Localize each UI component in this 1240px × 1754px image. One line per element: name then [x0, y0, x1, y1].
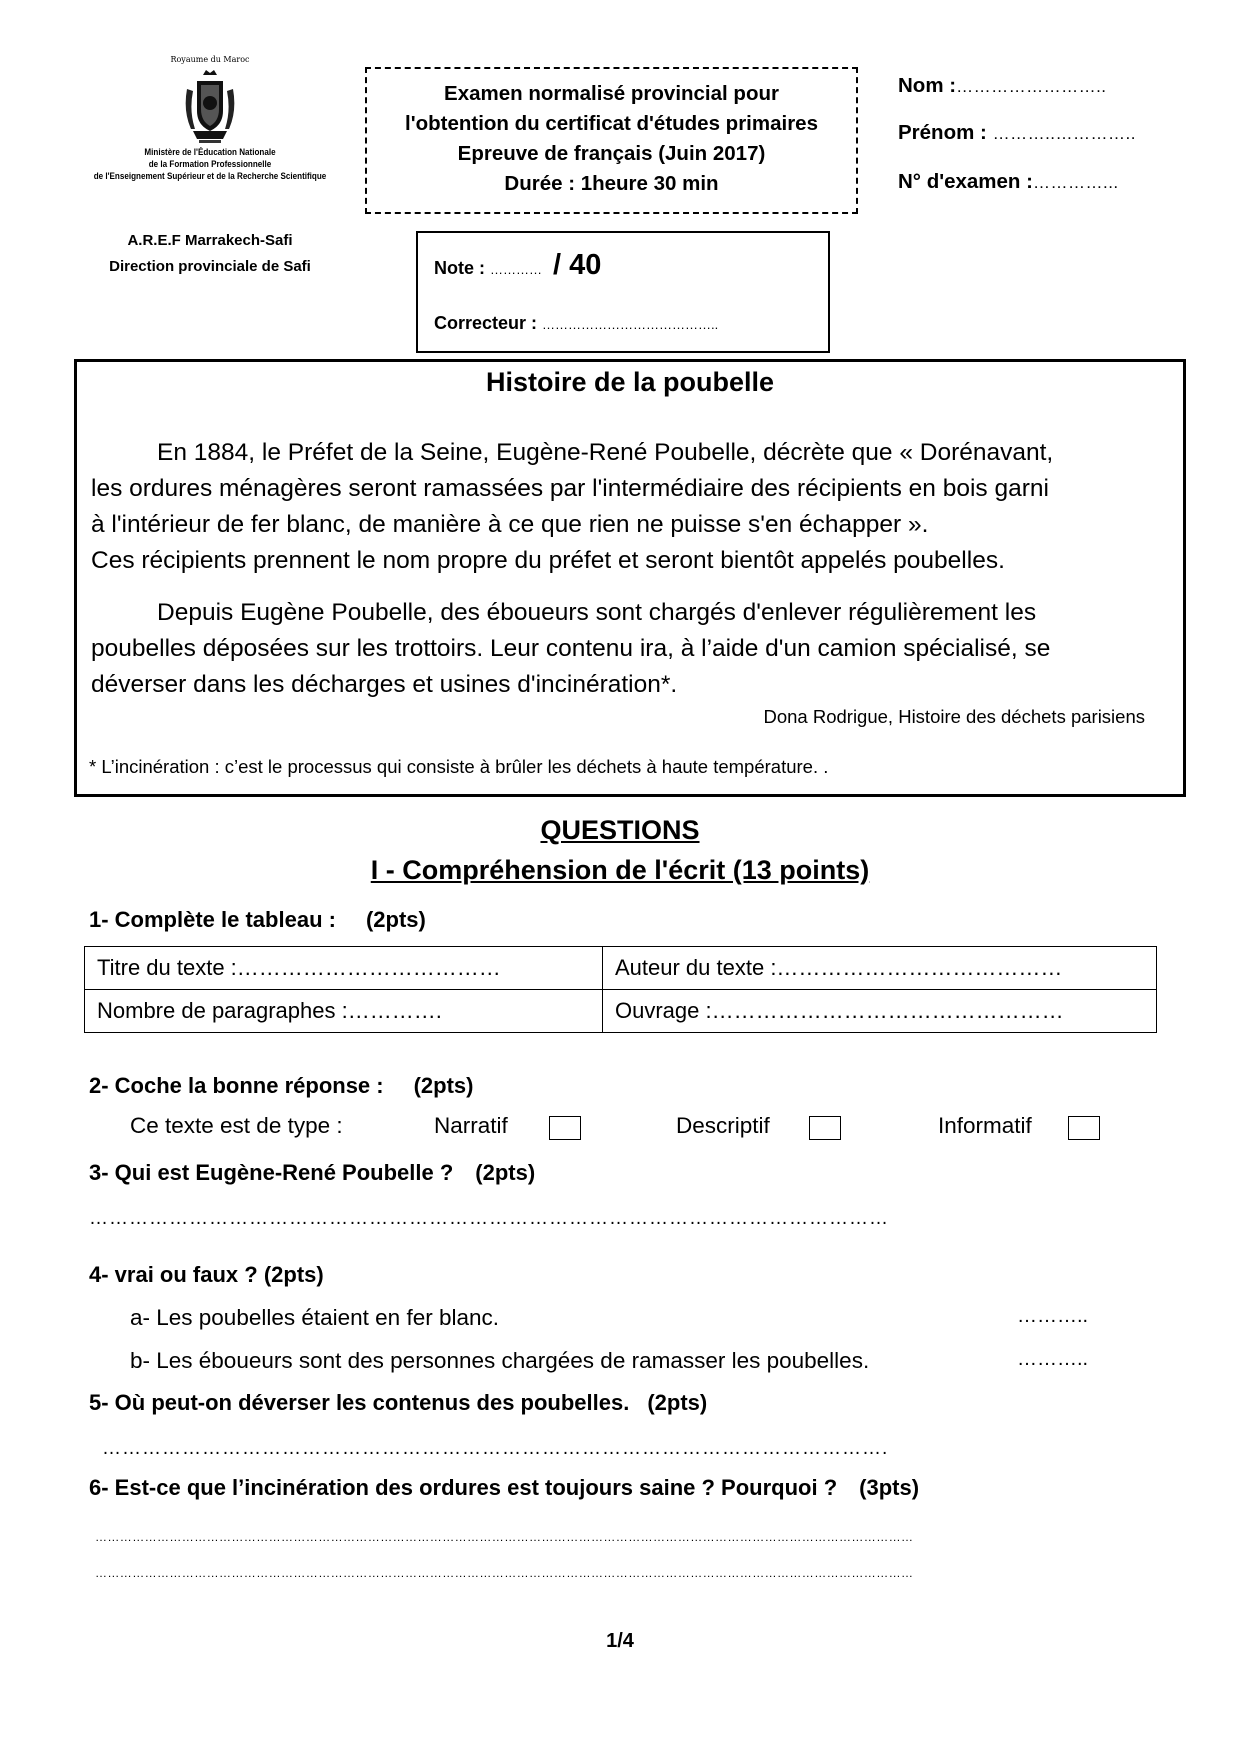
- direction-label: Direction provinciale de Safi: [109, 258, 311, 275]
- q5-points: (2pts): [647, 1390, 708, 1415]
- nom-label: Nom :: [898, 74, 957, 97]
- q6-answer-line-2[interactable]: ………………………………………………………………………………………………………………………………………………………………………………: [95, 1566, 914, 1580]
- table-cell-work[interactable]: Ouvrage :…………………………………………: [603, 990, 1157, 1033]
- question-2: [89, 1073, 474, 1099]
- table-cell-author[interactable]: Auteur du texte :…………………………………: [603, 947, 1157, 990]
- p1-line-1: En 1884, le Préfet de la Seine, Eugène-René Poubelle, décrète que « Dorénavant,: [157, 439, 1054, 466]
- q5-label: 5- Où peut-on déverser les contenus des poubelles.: [89, 1390, 630, 1415]
- aref-label: A.R.E.F Marrakech-Safi: [127, 232, 293, 249]
- q3-label: 3- Qui est Eugène-René Poubelle ?: [89, 1160, 454, 1185]
- p2-line-2: poubelles déposées sur les trottoirs. Leur contenu ira, à l’aide d'un camion spécialisé, se: [91, 635, 1051, 662]
- page-number: 1/4: [606, 1630, 634, 1652]
- prenom-label: Prénom :: [898, 121, 987, 144]
- ministry-line-3: de l'Enseignement Supérieur et de la Recherche Scientifique: [93, 171, 327, 182]
- tf-answer-b[interactable]: ………..: [1017, 1348, 1089, 1370]
- question-6: [89, 1475, 919, 1501]
- correcteur-label: Correcteur :: [434, 313, 538, 333]
- kingdom-label: Royaume du Maroc: [170, 55, 250, 64]
- questions-title: QUESTIONS: [540, 815, 700, 845]
- q1-label: 1- Complète le tableau :: [89, 907, 336, 932]
- text-title: Histoire de la poubelle: [485, 367, 775, 397]
- exam-number-field[interactable]: [898, 170, 1119, 194]
- tf-answer-a[interactable]: ………..: [1017, 1305, 1089, 1327]
- section-title: I - Compréhension de l'écrit (13 points): [370, 855, 870, 885]
- coat-of-arms-icon: [179, 67, 241, 145]
- ministry-line-2: de la Formation Professionnelle: [148, 159, 272, 170]
- exam-line-2: l'obtention du certificat d'études primaires: [405, 112, 818, 135]
- paragraph-1: [91, 435, 1171, 579]
- type-prompt: Ce texte est de type :: [130, 1113, 343, 1138]
- option-descriptif-label: Descriptif: [676, 1113, 770, 1138]
- q6-label: 6- Est-ce que l’incinération des ordures est toujours saine ? Pourquoi ?: [89, 1475, 838, 1500]
- q5-answer-line[interactable]: ……………………………………………………………………………………………………….: [102, 1438, 889, 1459]
- option-narratif-checkbox[interactable]: [549, 1116, 581, 1140]
- note-label: Note :: [434, 258, 485, 278]
- q2-label: 2- Coche la bonne réponse :: [89, 1073, 384, 1098]
- tf-item-b: b- Les éboueurs sont des personnes chargées de ramasser les poubelles.: [130, 1348, 870, 1373]
- question-5: [89, 1390, 707, 1416]
- prenom-field[interactable]: [898, 121, 1136, 145]
- ministry-line-1: Ministère de l'Éducation Nationale: [144, 147, 276, 158]
- exam-info-box: [365, 67, 858, 214]
- table-cell-paragraphs[interactable]: Nombre de paragraphes :………….: [85, 990, 603, 1033]
- q3-answer-line[interactable]: …………………………………………………………………………………………………………: [89, 1208, 889, 1229]
- option-informatif-label: Informatif: [938, 1113, 1032, 1138]
- ministry-block: [60, 55, 360, 183]
- nom-field[interactable]: [898, 74, 1107, 98]
- reading-text-frame: [74, 359, 1186, 797]
- p1-line-4: Ces récipients prennent le nom propre du préfet et seront bientôt appelés poubelles.: [91, 547, 1005, 574]
- option-narratif-label: Narratif: [434, 1113, 508, 1138]
- question-3: [89, 1160, 535, 1186]
- table-row: [85, 990, 1157, 1033]
- option-informatif-checkbox[interactable]: [1068, 1116, 1100, 1140]
- tf-item-a: a- Les poubelles étaient en fer blanc.: [130, 1305, 499, 1330]
- q4-label: 4- vrai ou faux ? (2pts): [89, 1262, 324, 1287]
- exam-line-4: Durée : 1heure 30 min: [504, 172, 719, 195]
- q3-points: (2pts): [475, 1160, 536, 1185]
- note-field[interactable]: [434, 249, 601, 282]
- nom-dots: ……………………..: [956, 77, 1107, 96]
- correcteur-dots: …………………………………..: [542, 317, 719, 332]
- p1-line-3: à l'intérieur de fer blanc, de manière à ce que rien ne puisse s'en échapper ».: [91, 511, 929, 538]
- note-max: / 40: [553, 249, 602, 281]
- aref-block: [60, 228, 360, 280]
- note-dots: …………: [490, 262, 543, 277]
- table-cell-title[interactable]: Titre du texte :………………………………: [85, 947, 603, 990]
- paragraph-2: [91, 595, 1171, 703]
- table-row: [85, 947, 1157, 990]
- question-4: [89, 1262, 324, 1288]
- q6-answer-line-1[interactable]: ………………………………………………………………………………………………………………………………………………………………………………: [95, 1530, 914, 1544]
- q6-points: (3pts): [859, 1475, 920, 1500]
- p1-line-2: les ordures ménagères seront ramassées par l'intermédiaire des récipients en bois garni: [91, 475, 1049, 502]
- exam-line-1: Examen normalisé provincial pour: [444, 82, 779, 105]
- exam-number-label: N° d'examen :: [898, 170, 1033, 193]
- exam-number-dots: …………...: [1032, 173, 1119, 192]
- p2-line-3: déverser dans les décharges et usines d'incinération*.: [91, 671, 678, 698]
- prenom-dots: ………..…………..: [992, 124, 1136, 143]
- q1-points: (2pts): [365, 907, 426, 932]
- text-source: Dona Rodrigue, Histoire des déchets parisiens: [763, 706, 1145, 727]
- grading-box: [416, 231, 830, 353]
- p2-line-1: Depuis Eugène Poubelle, des éboueurs sont chargés d'enlever régulièrement les: [157, 599, 1037, 626]
- footnote: * L’incinération : c’est le processus qui consiste à brûler les déchets à haute température. .: [89, 756, 829, 777]
- info-table: [84, 946, 1157, 1033]
- q2-points: (2pts): [413, 1073, 474, 1098]
- question-1: [89, 907, 426, 933]
- option-descriptif-checkbox[interactable]: [809, 1116, 841, 1140]
- exam-line-3: Epreuve de français (Juin 2017): [457, 142, 766, 165]
- correcteur-field[interactable]: [434, 313, 718, 334]
